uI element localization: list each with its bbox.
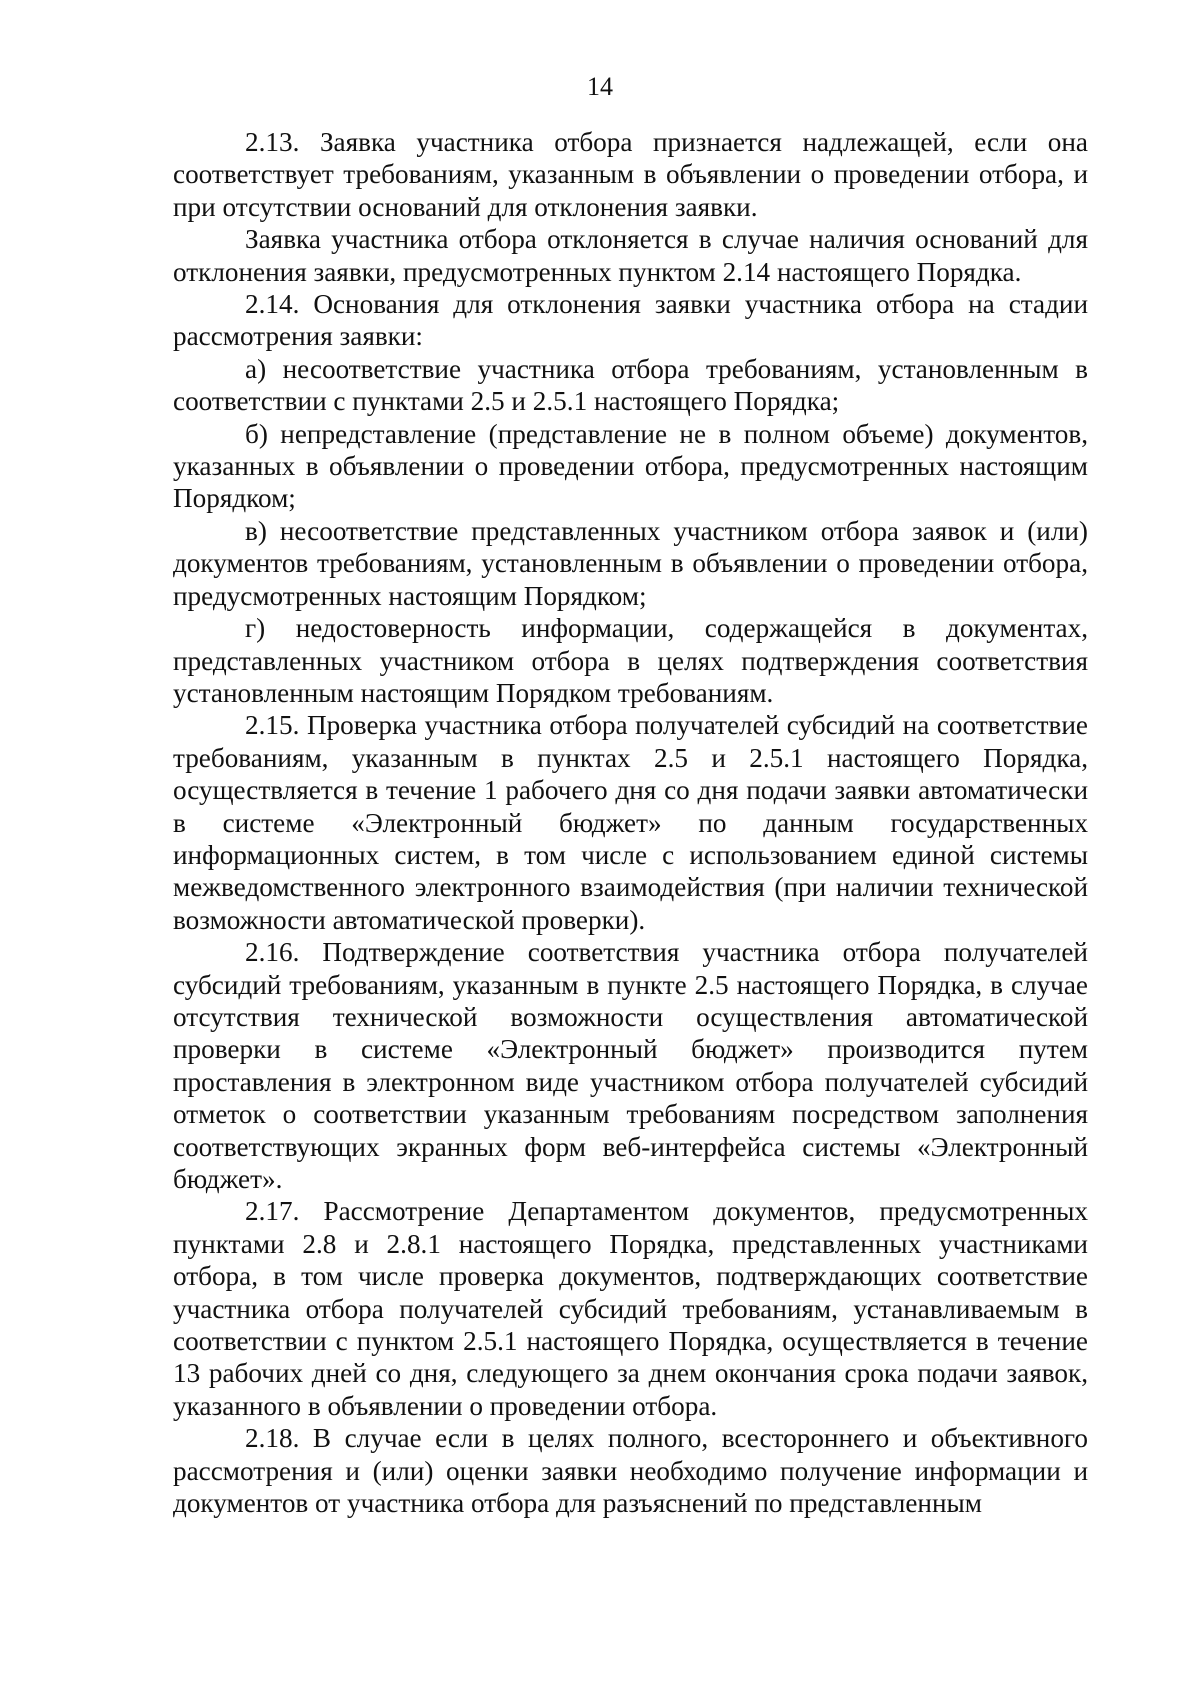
paragraph-2-14: 2.14. Основания для отклонения заявки участника отбора на стадии рассмотрения заявки: (173, 289, 1088, 352)
paragraph-2-13: 2.13. Заявка участника отбора признается надлежащей, если она соответствует требованиям, указанным в объявлении о проведении отбора, и при отсутствии оснований для отклонения заявки. (173, 127, 1088, 222)
paragraph-2-17: 2.17. Рассмотрение Департаментом документов, предусмотренных пунктами 2.8 и 2.8.1 настоящего Порядка, представленных участниками отбора, в том числе проверка документов, подтверждающих соответствие участника отбора получателей субсидий требованиям, устанавливаемым в соответствии с пунктом 2.5.1 настоящего Порядка, осуществляется в течение 13 рабочих дней со дня, следующего за днем окончания срока подачи заявок, указанного в объявлении о проведении отбора. (173, 1196, 1088, 1421)
list-item-v: в) несоответствие представленных участником отбора заявок и (или) документов требованиям, установленным в объявлении о проведении отбора, предусмотренных настоящим Порядком; (173, 515, 1088, 611)
page-number: 14 (587, 72, 613, 101)
document-body (173, 126, 1088, 1519)
paragraph-2-18: 2.18. В случае если в целях полного, всестороннего и объективного рассмотрения и (или) оценки заявки необходимо получение информации и документов от участника отбора для разъяснений по представленным (173, 1423, 1088, 1519)
list-item-g: г) недостоверность информации, содержащейся в документах, представленных участником отбора в целях подтверждения соответствия установленным настоящим Порядком требованиям. (173, 613, 1088, 708)
list-item-a: а) несоответствие участника отбора требованиям, установленным в соответствии с пунктами 2.5 и 2.5.1 настоящего Порядка; (173, 353, 1088, 417)
paragraph-rejection: Заявка участника отбора отклоняется в случае наличия оснований для отклонения заявки, предусмотренных пунктом 2.14 настоящего Порядка. (173, 224, 1088, 287)
paragraph-2-15: 2.15. Проверка участника отбора получателей субсидий на соответствие требованиям, указанным в пунктах 2.5 и 2.5.1 настоящего Порядка, осуществляется в течение 1 рабочего дня со дня подачи заявки автоматически в системе «Электронный бюджет» по данным государственных информационных систем, в том числе с использованием единой системы межведомственного электронного взаимодействия (при наличии технической возможности автоматической проверки). (173, 710, 1088, 935)
list-item-b: б) непредставление (представление не в полном объеме) документов, указанных в объявлении о проведении отбора, предусмотренных настоящим Порядком; (173, 418, 1088, 514)
paragraph-2-16: 2.16. Подтверждение соответствия участника отбора получателей субсидий требованиям, указанным в пункте 2.5 настоящего Порядка, в случае отсутствия технической возможности осуществления автоматической проверки в системе «Электронный бюджет» производится путем проставления в электронном виде участником отбора получателей субсидий отметок о соответствии указанным требованиям посредством заполнения соответствующих экранных форм веб-интерфейса системы «Электронный бюджет». (173, 937, 1088, 1194)
